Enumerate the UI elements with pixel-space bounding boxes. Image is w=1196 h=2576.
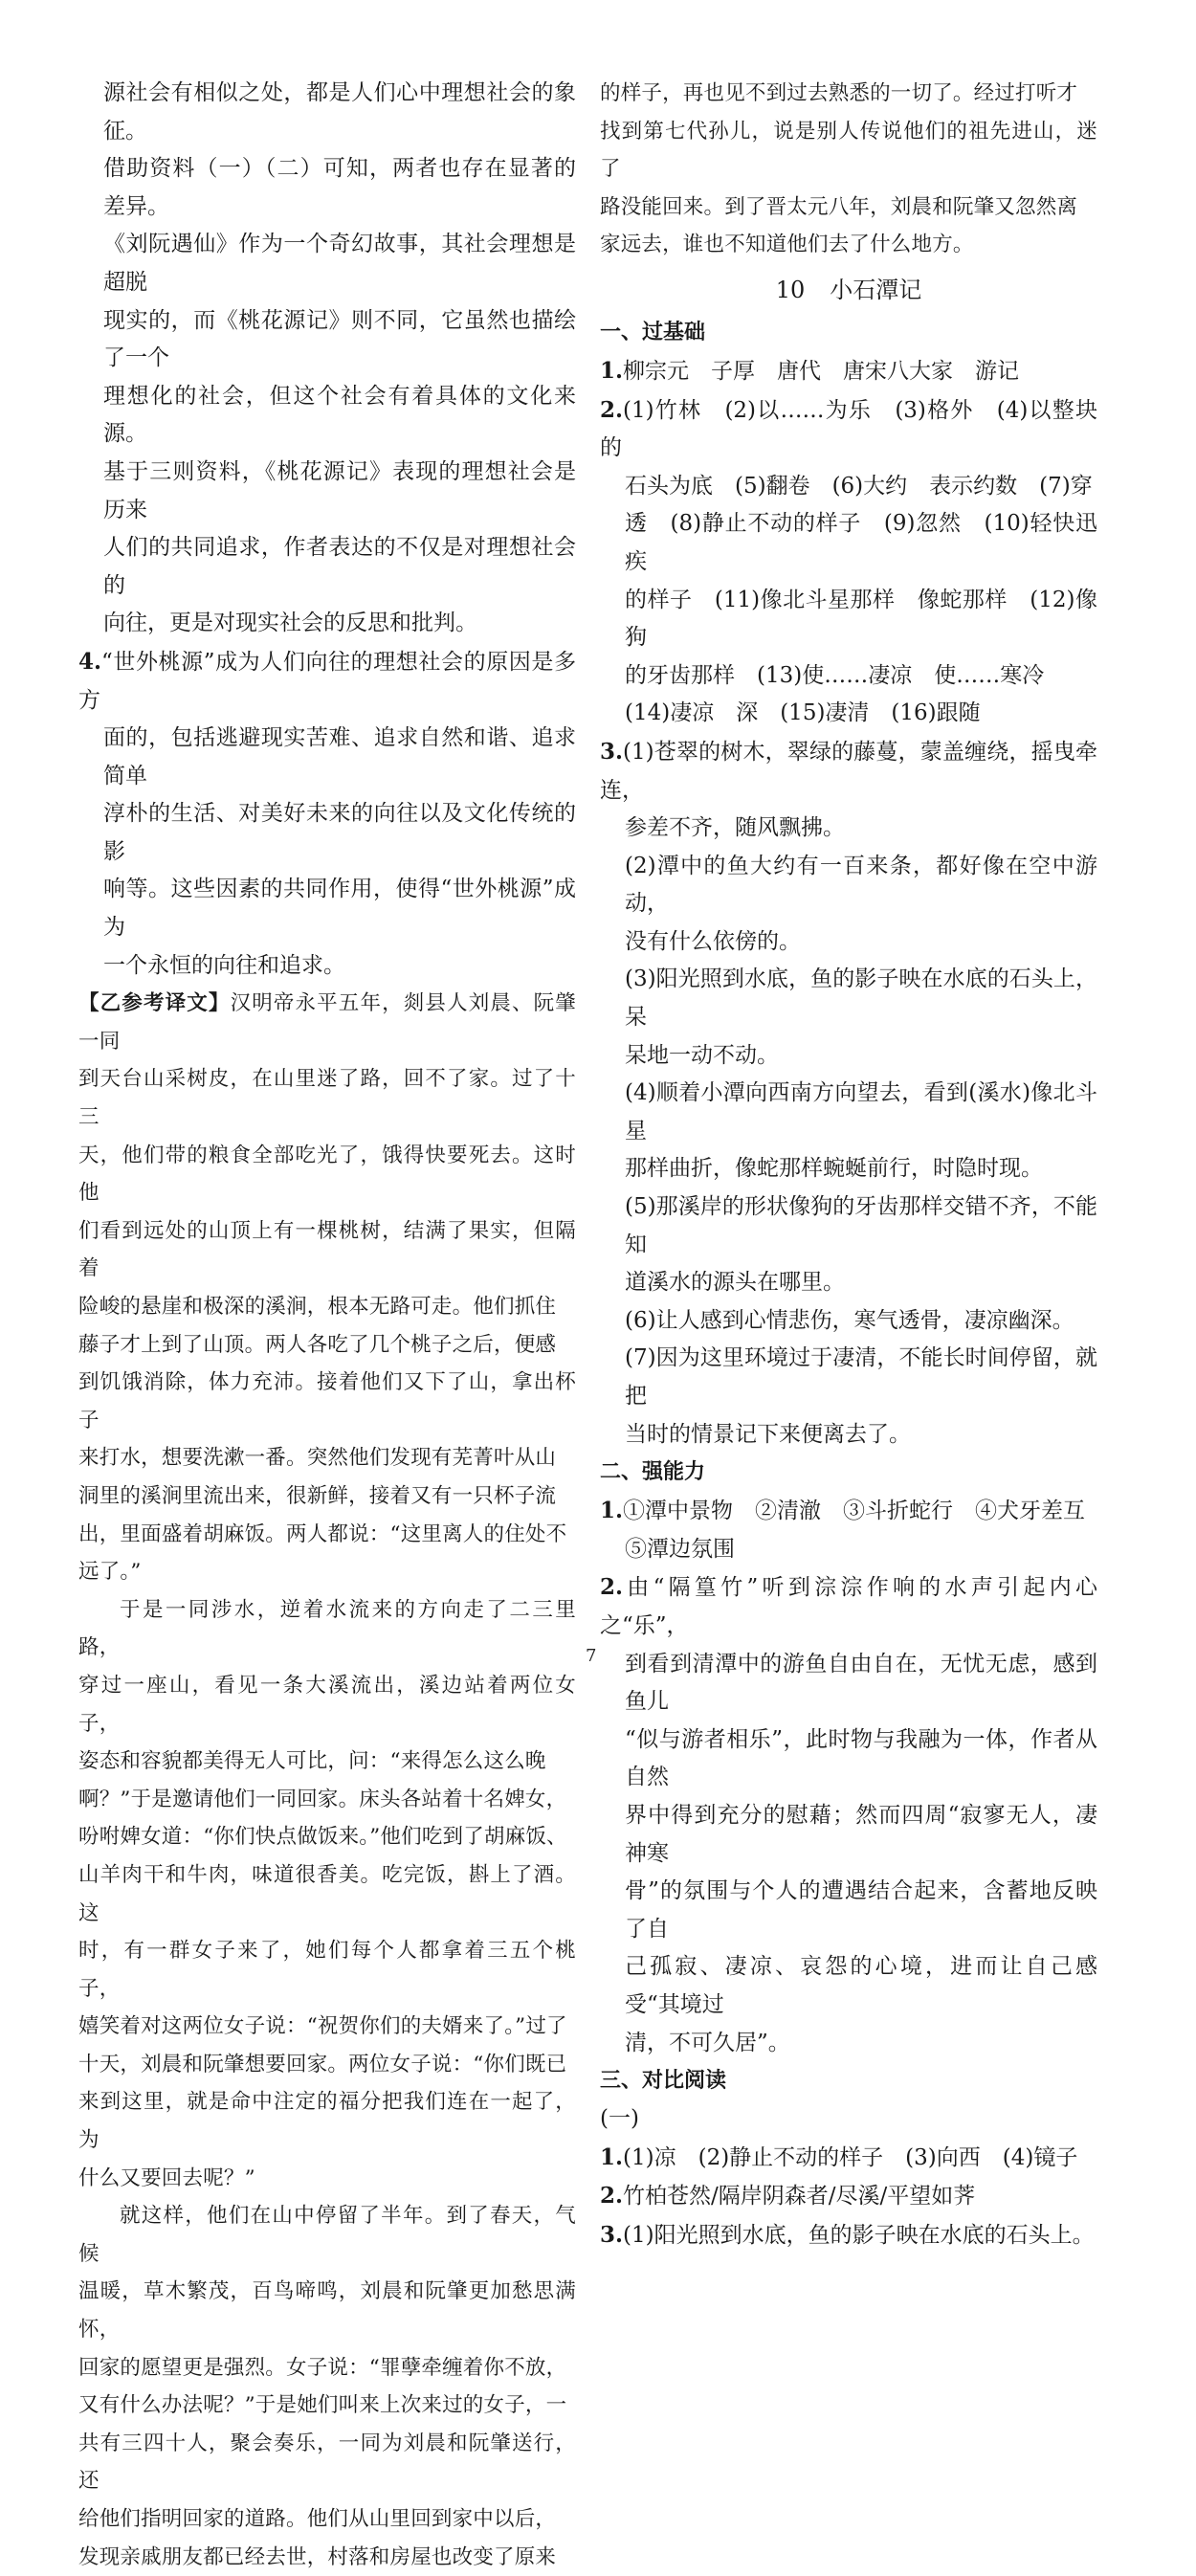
translation-line: 十天，刘晨和阮肇想要回家。两位女子说：“你们既已 <box>78 2052 567 2076</box>
translation-line: 回家的愿望更是强烈。女子说：“罪孽牵缠着你不放， <box>78 2355 567 2380</box>
section-heading: 二、强能力 <box>600 1460 706 1485</box>
right-column <box>600 75 1097 2254</box>
text-line: 基于三则资料，《桃花源记》表现的理想社会是历来 <box>103 458 576 522</box>
text-line: 现实的，而《桃花源记》则不同，它虽然也描绘了一个 <box>103 307 576 371</box>
text-line: 理想化的社会，但这个社会有着具体的文化来源。 <box>103 383 576 447</box>
item-line: 参差不齐，随风飘拂。 <box>625 815 845 841</box>
translation-line: 路没能回来。到了晋太元八年，刘晨和阮肇又忽然离 <box>600 194 1078 219</box>
translation-line: 出，里面盛着胡麻饭。两人都说：“这里离人的住处不 <box>78 1521 567 1546</box>
item-number: 4. <box>78 648 102 675</box>
answer-item <box>600 391 1097 733</box>
translation-line: 们看到远处的山顶上有一棵桃树，结满了果实，但隔着 <box>78 1218 576 1281</box>
translation-line: 到天台山采树皮，在山里迷了路，回不了家。过了十三 <box>78 1067 576 1130</box>
translation-line: 给他们指明回家的道路。他们从山里回到家中以后， <box>78 2507 557 2531</box>
continued-translation <box>600 75 1097 264</box>
item-line: 1.柳宗元 子厚 唐代 唐宋八大家 游记 <box>600 357 1020 384</box>
chapter-name: 小石潭记 <box>830 276 922 303</box>
text-line: 《刘阮遇仙》作为一个奇幻故事，其社会理想是超脱 <box>103 232 576 295</box>
item-line: 没有什么依傍的。 <box>625 928 801 954</box>
item-line: 2.由“隔篁竹”听到淙淙作响的水声引起内心之“乐”， <box>600 1574 1097 1638</box>
section-heading: 三、对比阅读 <box>600 2069 727 2094</box>
item-line: 己孤寂、凄凉、哀怨的心境，进而让自己感受“其境过 <box>625 1954 1097 2017</box>
translation-line: 藤子才上到了山顶。两人各吃了几个桃子之后，便感 <box>78 1332 557 1357</box>
item-line: 当时的情景记下来便离去了。 <box>625 1421 911 1447</box>
item-line: 的样子 (11)像北斗星那样 像蛇那样 (12)像狗 <box>625 587 1097 651</box>
item-line: 1.①潭中景物 ②清澈 ③斗折蛇行 ④犬牙差互 <box>600 1498 1086 1524</box>
translation-line: 啊？”于是邀请他们一同回家。床头各站着十名婢女， <box>78 1787 567 1811</box>
item-line: 3.(1)苍翠的树木，翠绿的藤蔓，蒙盖缠绕，摇曳牵连， <box>600 738 1097 803</box>
item-number: 3. <box>600 2221 624 2248</box>
item-line: (6)让人感到心情悲伤，寒气透骨，凄凉幽深。 <box>625 1307 1074 1333</box>
continued-answer <box>78 75 576 643</box>
item-line: 3.(1)阳光照到水底，鱼的影子映在水底的石头上。 <box>600 2221 1095 2248</box>
item-line: 1.(1)凉 (2)静止不动的样子 (3)向西 (4)镜子 <box>600 2143 1078 2170</box>
item-line: (5)那溪岸的形状像狗的牙齿那样交错不齐，不能知 <box>625 1194 1097 1257</box>
chapter-number: 10 <box>775 276 806 303</box>
item-line: 石头为底 (5)翻卷 (6)大约 表示约数 (7)穿 <box>625 473 1093 499</box>
answer-item-4 <box>78 643 576 985</box>
item-line: 透 (8)静止不动的样子 (9)忽然 (10)轻快迅疾 <box>625 511 1097 574</box>
translation-line: 险峻的悬崖和极深的溪涧，根本无路可走。他们抓住 <box>78 1295 557 1319</box>
item-number: 2. <box>600 2183 624 2210</box>
translation-line: 天，他们带的粮食全部吃光了，饿得快要死去。这时他 <box>78 1143 576 1206</box>
answer-item <box>600 1492 1097 1568</box>
item-line: (14)凄凉 深 (15)凄清 (16)跟随 <box>625 700 981 726</box>
item-line: (7)因为这里环境过于凄清，不能长时间停留，就把 <box>625 1345 1097 1409</box>
item-number: 1. <box>600 1498 624 1524</box>
item-line: (3)阳光照到水底，鱼的影子映在水底的石头上，呆 <box>625 966 1097 1031</box>
chapter-title <box>600 268 1097 312</box>
translation-line: 到饥饿消除，体力充沛。接着他们又下了山，拿出杯子 <box>78 1370 576 1432</box>
translation-line: 吩咐婢女道：“你们快点做饭来。”他们吃到了胡麻饭、 <box>78 1825 567 1850</box>
item-line: 道溪水的源头在哪里。 <box>625 1270 845 1296</box>
item-line: 2.(1)竹林 (2)以……为乐 (3)格外 (4)以整块的 <box>600 396 1097 461</box>
item-line: (2)潭中的鱼大约有一百来条，都好像在空中游动， <box>625 853 1097 917</box>
item-number: 1. <box>600 357 624 384</box>
item-line: 4.“世外桃源”成为人们向往的理想社会的原因是多方 <box>78 648 576 713</box>
translation-line: 共有三四十人，聚会奏乐，一同为刘晨和阮肇送行，还 <box>78 2431 576 2494</box>
translation-line: 温暖，草木繁茂，百鸟啼鸣，刘晨和阮肇更加愁思满怀， <box>78 2279 576 2343</box>
translation-line: 于是一同涉水，逆着水流来的方向走了二三里路， <box>78 1597 576 1660</box>
reference-translation <box>78 985 576 2576</box>
item-line: (4)顺着小潭向西南方向望去，看到(溪水)像北斗星 <box>625 1080 1097 1144</box>
item-line: 淳朴的生活、对美好未来的向往以及文化传统的影 <box>103 801 576 864</box>
item-line: 呆地一动不动。 <box>625 1042 779 1068</box>
text-line: 人们的共同追求，作者表达的不仅是对理想社会的 <box>103 535 576 598</box>
translation-line: 姿态和容貌都美得无人可比，问：“来得怎么这么晚 <box>78 1749 546 1774</box>
item-line: 那样曲折，像蛇那样蜿蜒前行，时隐时现。 <box>625 1156 1043 1182</box>
item-number: 2. <box>600 396 624 423</box>
translation-line: 嬉笑着对这两位女子说：“祝贺你们的夫婿来了。”过了 <box>78 2014 567 2039</box>
item-line: 2.竹柏苍然/隔岸阴森者/尽溪/平望如荠 <box>600 2183 976 2210</box>
translation-line: 家远去，谁也不知道他们去了什么地方。 <box>600 233 974 257</box>
section-subtitle: (一) <box>600 2106 639 2132</box>
item-line: 清，不可久居”。 <box>625 2030 790 2055</box>
left-column <box>78 75 576 2576</box>
answer-item <box>600 2177 1097 2216</box>
item-line: 界中得到充分的慰藉；然而四周“寂寥无人，凄神寒 <box>625 1802 1097 1866</box>
translation-line: 什么又要回去呢？” <box>78 2165 255 2190</box>
text-line: 借助资料（一）（二）可知，两者也存在显著的差异。 <box>103 156 576 219</box>
item-line: 面的，包括逃避现实苦难、追求自然和谐、追求简单 <box>103 725 576 788</box>
answer-item <box>600 1568 1097 2062</box>
translation-line: 来到这里，就是命中注定的福分把我们连在一起了，为 <box>78 2090 576 2153</box>
text-line: 向往，更是对现实社会的反思和批判。 <box>103 611 477 636</box>
translation-line: 发现亲戚朋友都已经去世，村落和房屋也改变了原来 <box>78 2544 557 2569</box>
item-line: “似与游者相乐”，此时物与我融为一体，作者从自然 <box>625 1726 1097 1790</box>
translation-line: 时，有一群女子来了，她们每个人都拿着三五个桃子， <box>78 1939 576 2001</box>
answer-item <box>600 2139 1097 2178</box>
answer-item <box>600 2216 1097 2255</box>
translation-tag: 【乙参考译文】 <box>78 991 231 1016</box>
item-number: 1. <box>600 2143 624 2170</box>
item-line: 的牙齿那样 (13)使……凄凉 使……寒冷 <box>625 662 1045 688</box>
translation-line: 穿过一座山，看见一条大溪流出，溪边站着两位女子， <box>78 1673 576 1736</box>
answer-item <box>600 352 1097 391</box>
translation-line: 的样子，再也见不到过去熟悉的一切了。经过打听才 <box>600 81 1078 105</box>
text-line: 源社会有相似之处，都是人们心中理想社会的象征。 <box>103 80 576 144</box>
item-line: 一个永恒的向往和追求。 <box>103 952 345 978</box>
item-line: ⑤潭边氛围 <box>625 1536 735 1562</box>
item-line: 响等。这些因素的共同作用，使得“世外桃源”成为 <box>103 877 576 941</box>
section-heading: 一、过基础 <box>600 320 706 344</box>
answer-item <box>600 733 1097 1454</box>
translation-line: 来打水，想要洗漱一番。突然他们发现有芜菁叶从山 <box>78 1446 557 1471</box>
item-number: 3. <box>600 738 624 765</box>
item-line: 到看到清潭中的游鱼自由自在，无忧无虑，感到鱼儿 <box>625 1651 1097 1715</box>
translation-line: 就这样，他们在山中停留了半年。到了春天，气候 <box>78 2204 576 2266</box>
item-number: 2. <box>600 1574 624 1601</box>
item-line: 骨”的氛围与个人的遭遇结合起来，含蓄地反映了自 <box>625 1878 1097 1942</box>
translation-line: 远了。” <box>78 1560 142 1585</box>
translation-line: 山羊肉干和牛肉，味道很香美。吃完饭，斟上了酒。这 <box>78 1862 576 1925</box>
translation-line: 找到第七代孙儿，说是别人传说他们的祖先进山，迷了 <box>600 119 1097 182</box>
page-number: 7 <box>586 1646 597 1666</box>
translation-line: 【乙参考译文】汉明帝永平五年，剡县人刘晨、阮肇一同 <box>78 991 577 1054</box>
translation-line: 洞里的溪涧里流出来，很新鲜，接着又有一只杯子流 <box>78 1483 557 1508</box>
translation-line: 又有什么办法呢？”于是她们叫来上次来过的女子，一 <box>78 2393 567 2418</box>
